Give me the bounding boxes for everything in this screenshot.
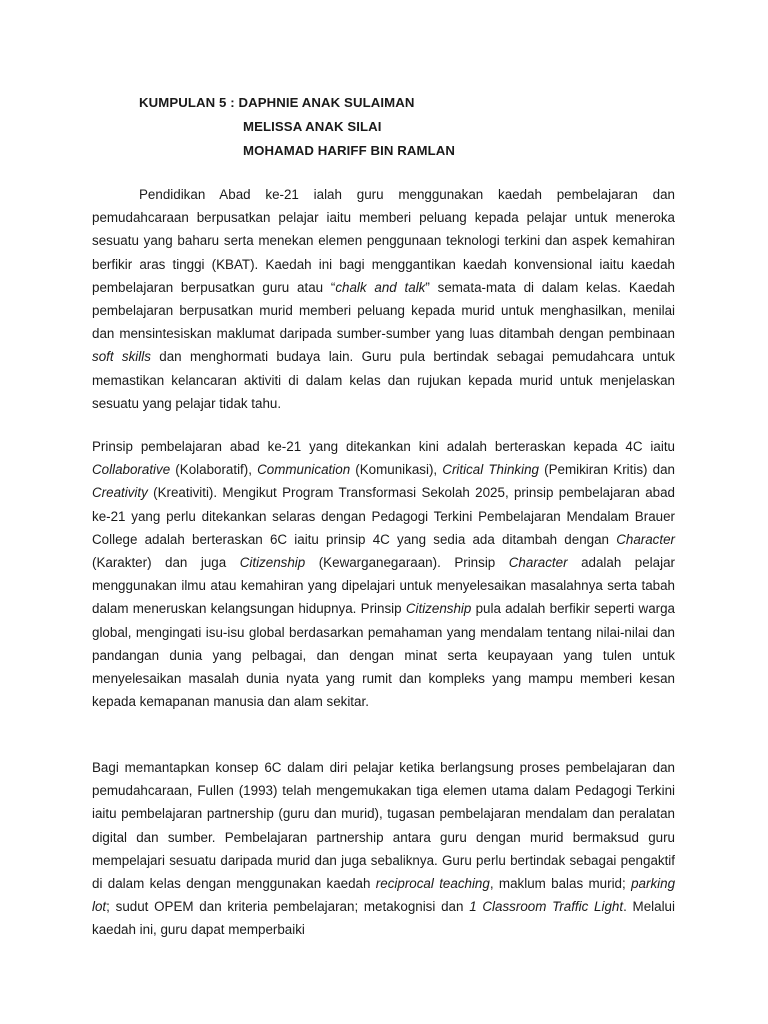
paragraph-2 [92,435,675,713]
paragraph-1-text-c: ” semata-mata di dalam kelas. Kaedah pembelajaran berpusatkan murid memberi peluang kepada murid untuk menghasilkan, menilai dan mensintesiskan maklumat daripada sumber-sumber yang luas ditambah dengan pembinaan [92,279,675,342]
paragraph-1-text-e: dan menghormati budaya lain. Guru pula bertindak sebagai pemudahcara untuk memastikan kelancaran aktiviti di dalam kelas dan rujukan kepada murid untuk menjelaskan sesuatu yang pelajar tidak tahu. [92,349,675,411]
member-name-3: MOHAMAD HARIFF BIN RAMLAN [243,143,456,158]
paragraph-3-text-e: ; sudut OPEM dan kriteria pembelajaran; metakognisi dan [106,899,470,915]
paragraph-2-text-m: (Kewarganegaraan). Prinsip [305,555,509,571]
paragraph-3-text-a: Bagi memantapkan konsep 6C dalam diri pelajar ketika berlangsung proses pembelajaran dan pemudahcaraan, Fullen (1993) telah mengemukakan tiga elemen utama dalam Pedagogi Terkini iaitu pembelajaran partnership (guru dan murid), tugasan pembelajaran mendalam dan peralatan digital dan sumber. Pembelajaran partnership antara guru dengan murid bermaksud guru mempelajari sesuatu daripada murid dan juga sebaliknya. Guru perlu bertindak sebagai pengaktif di dalam kelas dengan menggunakan kaedah [92,760,675,892]
paragraph-3-italic-reciprocal-teaching: reciprocal teaching [375,876,490,892]
paragraph-2-text-q: pula adalah berfikir seperti warga global, mengingati isu-isu global berdasarkan pemahaman yang mendalam tentang nilai-nilai dan pandangan dunia yang pelbagai, dan dengan minat serta keupayaan yang tulen untuk menyelesaikan masalah dunia nyata yang rumit dan kompleks yang mampu memberi kesan kepada kemapanan manusia dan alam sekitar. [92,601,675,710]
member-name-2: MELISSA ANAK SILAI [243,119,382,134]
paragraph-2-italic-citizenship: Citizenship [239,555,306,571]
paragraph-1-text-a: Pendidikan Abad ke-21 ialah guru menggunakan kaedah pembelajaran dan pemudahcaraan berpusatkan pelajar iaitu memberi peluang kepada pelajar untuk meneroka sesuatu yang baharu serta menekan elemen penggunaan teknologi terkini dan aspek kemahiran berfikir aras tinggi (KBAT). Kaedah ini bagi menggantikan kaedah konvensional iaitu kaedah pembelajaran berpusatkan guru atau “ [92,187,675,295]
group-header [139,93,455,165]
paragraph-2-italic-communication: Communication [257,462,351,478]
paragraph-3-text-c: , maklum balas murid; [489,876,632,892]
paragraph-2-text-e: (Komunikasi), [350,462,443,478]
paragraph-3-italic-classroom-traffic-light: 1 Classroom Traffic Light [469,899,624,915]
paragraph-2-italic-character-2: Character [508,555,568,571]
paragraph-3-italic-parking-lot: parking lot [92,876,676,915]
paragraph-2-text-o: adalah pelajar menggunakan ilmu atau kemahiran yang dipelajari untuk menyelesaikan masalahnya serta tabah dalam meneruskan kelangsungan hidupnya. Prinsip [92,555,675,617]
paragraph-1 [92,183,675,415]
paragraph-2-italic-character: Character [616,531,675,547]
paragraph-3 [92,756,675,942]
group-label: KUMPULAN 5 : DAPHNIE ANAK SULAIMAN [139,95,415,110]
paragraph-2-italic-creativity: Creativity [92,485,148,501]
paragraph-3-text-g: . Melalui kaedah ini, guru dapat memperbaiki [92,899,675,938]
paragraph-1-italic-soft-skills: soft skills [92,349,151,365]
paragraph-2-italic-collaborative: Collaborative [92,462,171,478]
paragraph-2-italic-critical-thinking: Critical Thinking [442,462,539,478]
paragraph-2-text-k: (Karakter) dan juga [92,555,240,571]
paragraph-2-text-i: (Kreativiti). Mengikut Program Transformasi Sekolah 2025, prinsip pembelajaran abad ke-21 yang perlu ditekankan selaras dengan Pedagogi Terkini Pembelajaran Mendalam Brauer College adalah berteraskan 6C iaitu prinsip 4C yang sedia ada ditambah dengan [92,485,675,547]
paragraph-1-italic-chalk-and-talk: chalk and talk [335,279,426,295]
paragraph-2-text-a: Prinsip pembelajaran abad ke-21 yang ditekankan kini adalah berteraskan kepada 4C iaitu [92,439,675,454]
paragraph-2-text-c: (Kolaboratif), [170,462,258,478]
paragraph-2-italic-citizenship-2: Citizenship [405,601,472,617]
paragraph-2-text-g: (Pemikiran Kritis) dan [538,462,675,478]
